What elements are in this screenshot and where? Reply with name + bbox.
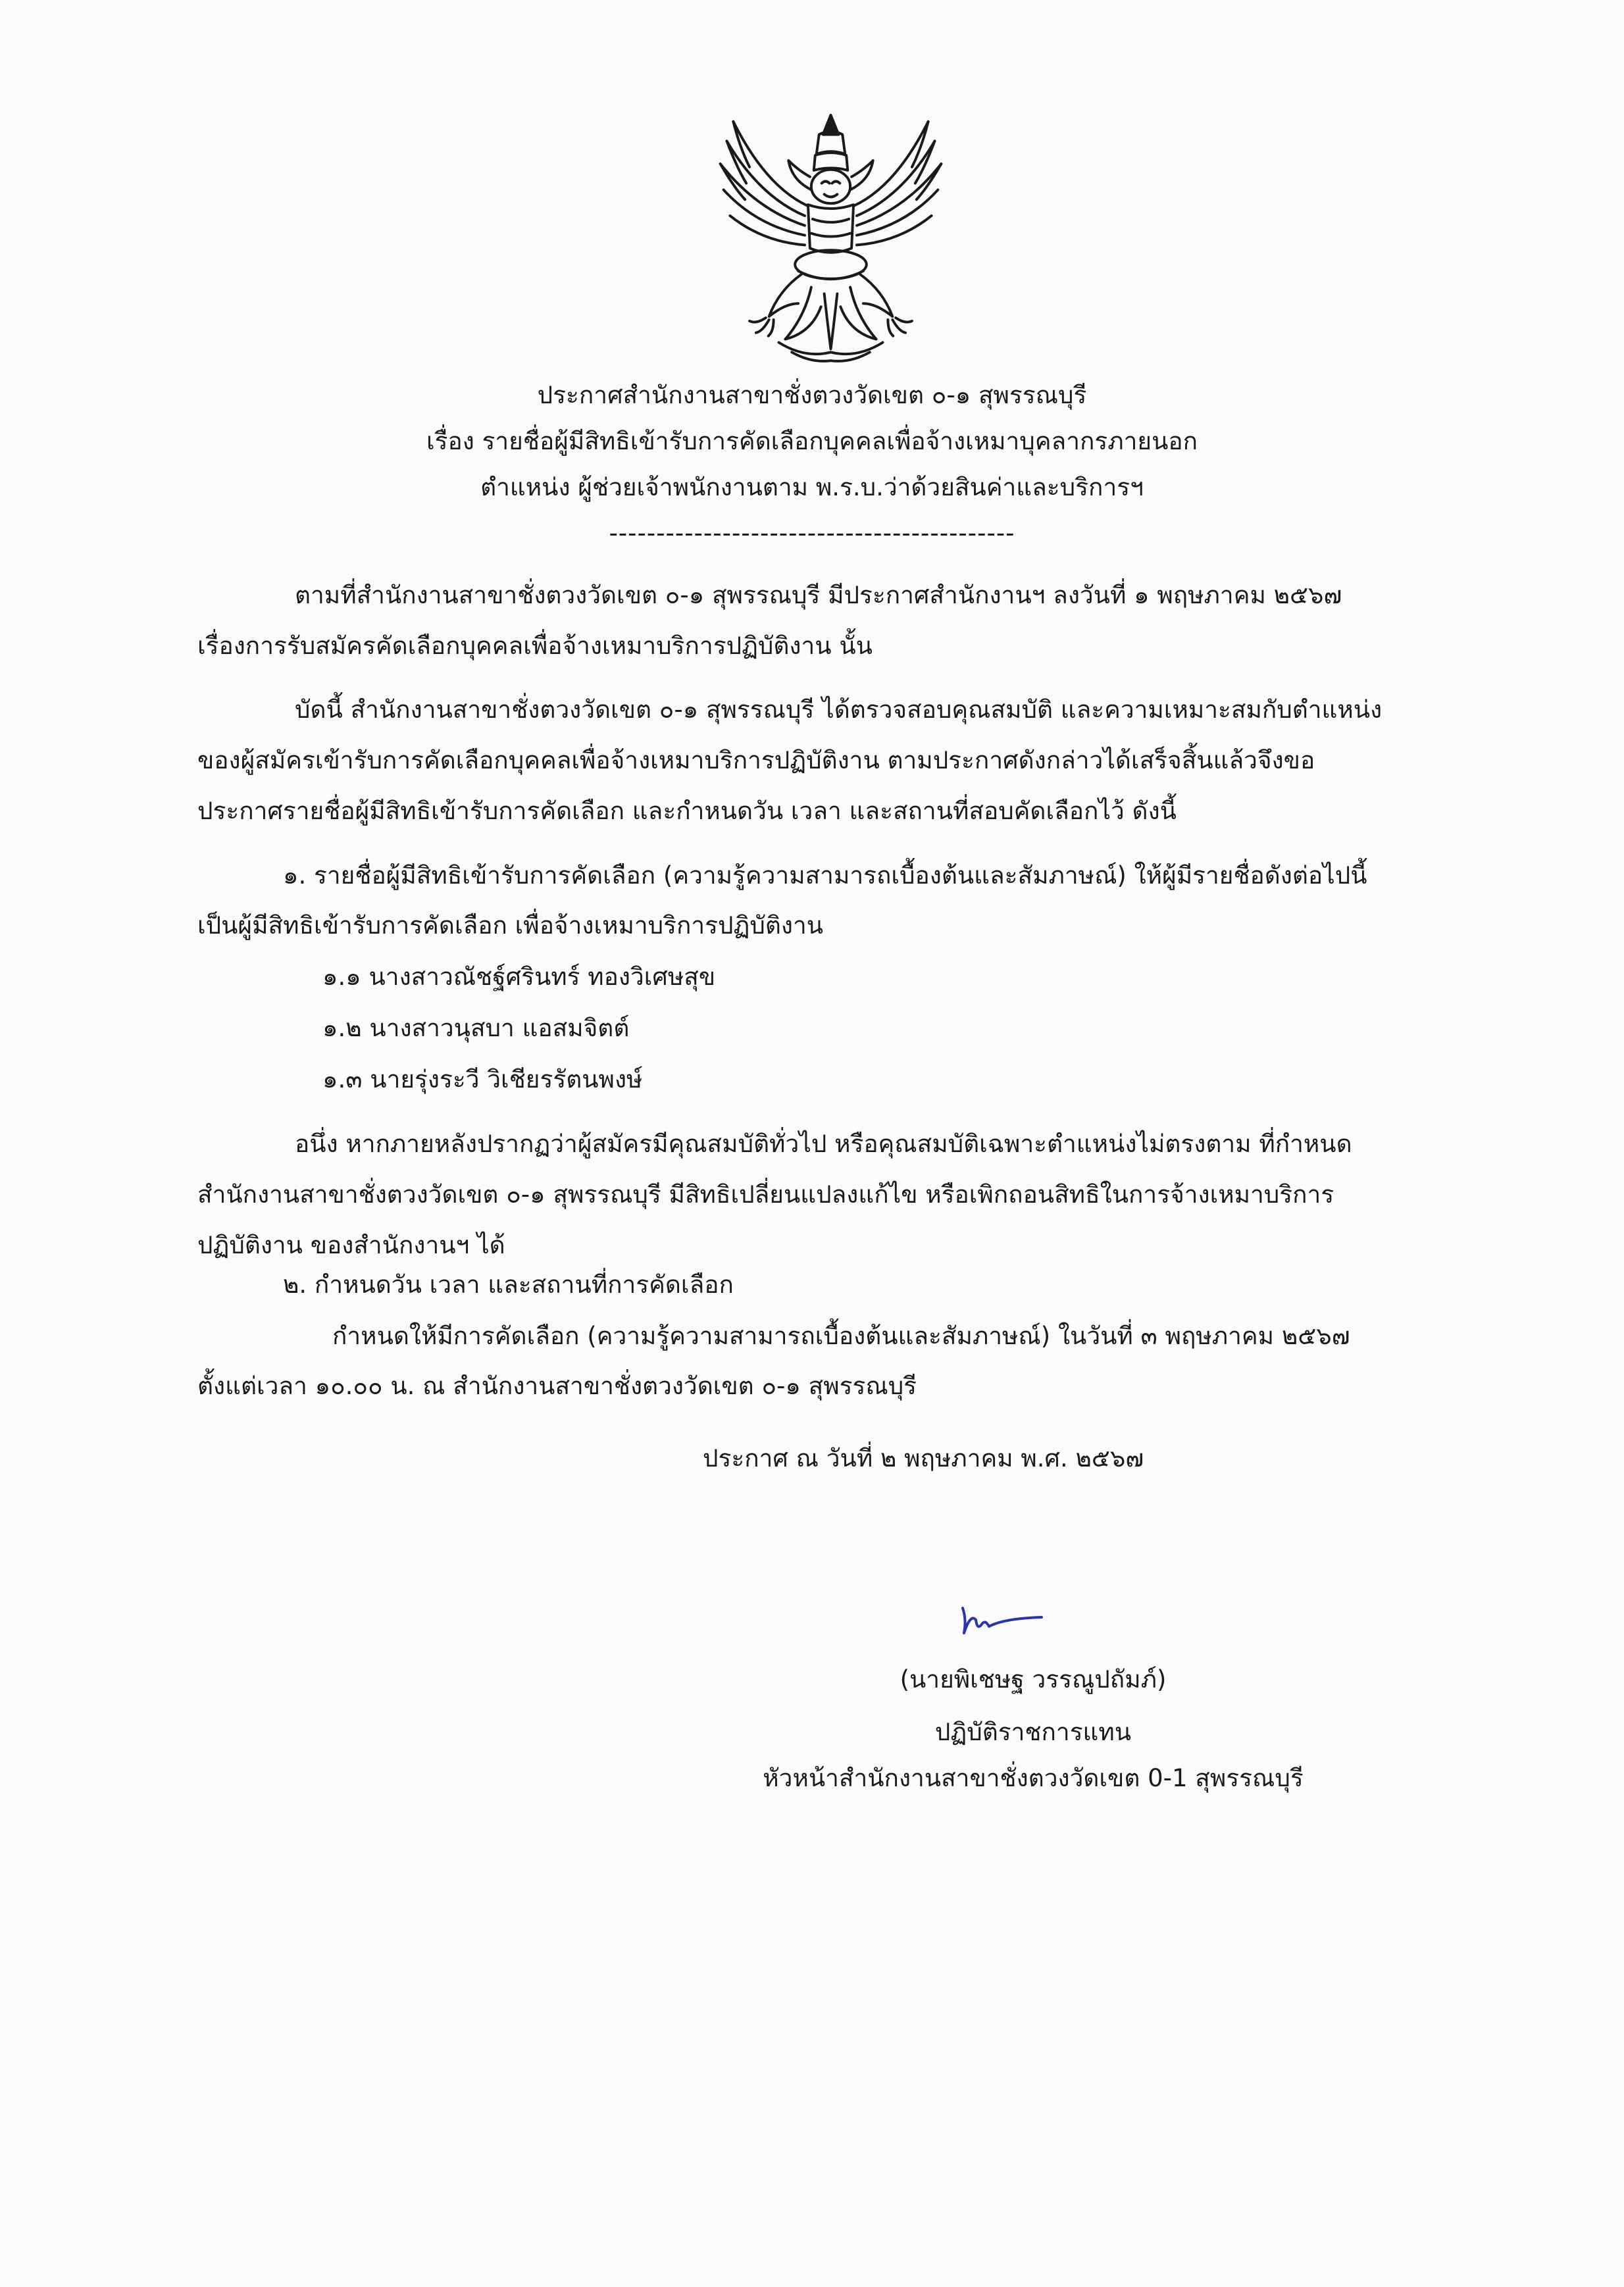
announcement-title: ประกาศสำนักงานสาขาชั่งตวงวัดเขต ๐-๑ สุพรรณบุรี <box>537 381 1087 409</box>
section-2-line-2: ตั้งแต่เวลา ๑๐.๐๐ น. ณ สำนักงานสาขาชั่งตวงวัดเขต ๐-๑ สุพรรณบุรี <box>197 1372 917 1400</box>
paragraph-2-line-1: บัดนี้ สำนักงานสาขาชั่งตวงวัดเขต ๐-๑ สุพรรณบุรี ได้ตรวจสอบคุณสมบัติ และความเหมาะสมกับตำแหน่ง <box>295 695 1383 724</box>
paragraph-3-line-2: สำนักงานสาขาชั่งตวงวัดเขต ๐-๑ สุพรรณบุรี มีสิทธิเปลี่ยนแปลงแก้ไข หรือเพิกถอนสิทธิในการจ้างเหมาบริการ <box>197 1180 1334 1209</box>
signer-name: (นายพิเชษฐ วรรณูปถัมภ์) <box>900 1665 1167 1694</box>
paragraph-2-line-3: ประกาศรายชื่อผู้มีสิทธิเข้ารับการคัดเลือก และกำหนดวัน เวลา และสถานที่สอบคัดเลือกไว้ ดังนี้ <box>197 797 1177 825</box>
signer-role: ปฏิบัติราชการแทน <box>934 1718 1132 1746</box>
section-1-line-1: ๑. รายชื่อผู้มีสิทธิเข้ารับการคัดเลือก (ความรู้ความสามารถเบื้องต้นและสัมภาษณ์) ให้ผู้มีรายชื่อดังต่อไปนี้ <box>283 861 1367 890</box>
header-divider: ------------------------------------------- <box>609 519 1015 547</box>
paragraph-3-line-1: อนึ่ง หากภายหลังปรากฏว่าผู้สมัครมีคุณสมบัติทั่วไป หรือคุณสมบัติเฉพาะตำแหน่งไม่ตรงตาม ที่กำหนด <box>295 1130 1352 1158</box>
paragraph-1-line-1: ตามที่สำนักงานสาขาชั่งตวงวัดเขต ๐-๑ สุพรรณบุรี มีประกาศสำนักงานฯ ลงวันที่ ๑ พฤษภาคม ๒๕๖๗ <box>295 581 1342 609</box>
paragraph-2-line-2: ของผู้สมัครเข้ารับการคัดเลือกบุคคลเพื่อจ้างเหมาบริการปฏิบัติงาน ตามประกาศดังกล่าวได้เสร็จสิ้นแล้วจึงขอ <box>197 746 1315 774</box>
section-1-line-2: เป็นผู้มีสิทธิเข้ารับการคัดเลือก เพื่อจ้างเหมาบริการปฏิบัติงาน <box>197 911 824 940</box>
candidate-name-1: ๑.๑ นางสาวณัชฐ์ศรินทร์ ทองวิเศษสุข <box>322 963 716 991</box>
signer-office: หัวหน้าสำนักงานสาขาชั่งตวงวัดเขต 0-1 สุพรรณบุรี <box>763 1764 1304 1792</box>
position-line: ตำแหน่ง ผู้ช่วยเจ้าพนักงานตาม พ.ร.บ.ว่าด้วยสินค่าและบริการฯ <box>480 473 1144 501</box>
candidate-name-3: ๑.๓ นายรุ่งระวี วิเชียรรัตนพงษ์ <box>322 1065 643 1093</box>
paragraph-3-line-3: ปฏิบัติงาน ของสำนักงานฯ ได้ <box>197 1231 505 1259</box>
paragraph-1-line-2: เรื่องการรับสมัครคัดเลือกบุคคลเพื่อจ้างเหมาบริการปฏิบัติงาน นั้น <box>197 632 873 660</box>
signature-icon <box>957 1600 1046 1636</box>
subject-line: เรื่อง รายชื่อผู้มีสิทธิเข้ารับการคัดเลือกบุคคลเพื่อจ้างเหมาบุคลากรภายนอก <box>426 427 1198 455</box>
candidate-name-2: ๑.๒ นางสาวนุสบา แอสมจิตต์ <box>322 1014 630 1042</box>
section-2-line-1: กำหนดให้มีการคัดเลือก (ความรู้ความสามารถเบื้องต้นและสัมภาษณ์) ในวันที่ ๓ พฤษภาคม ๒๕๖๗ <box>332 1322 1350 1350</box>
announcement-date: ประกาศ ณ วันที่ ๒ พฤษภาคม พ.ศ. ๒๕๖๗ <box>703 1444 1144 1472</box>
garuda-emblem-icon <box>701 109 961 368</box>
section-2-heading: ๒. กำหนดวัน เวลา และสถานที่การคัดเลือก <box>283 1270 734 1299</box>
